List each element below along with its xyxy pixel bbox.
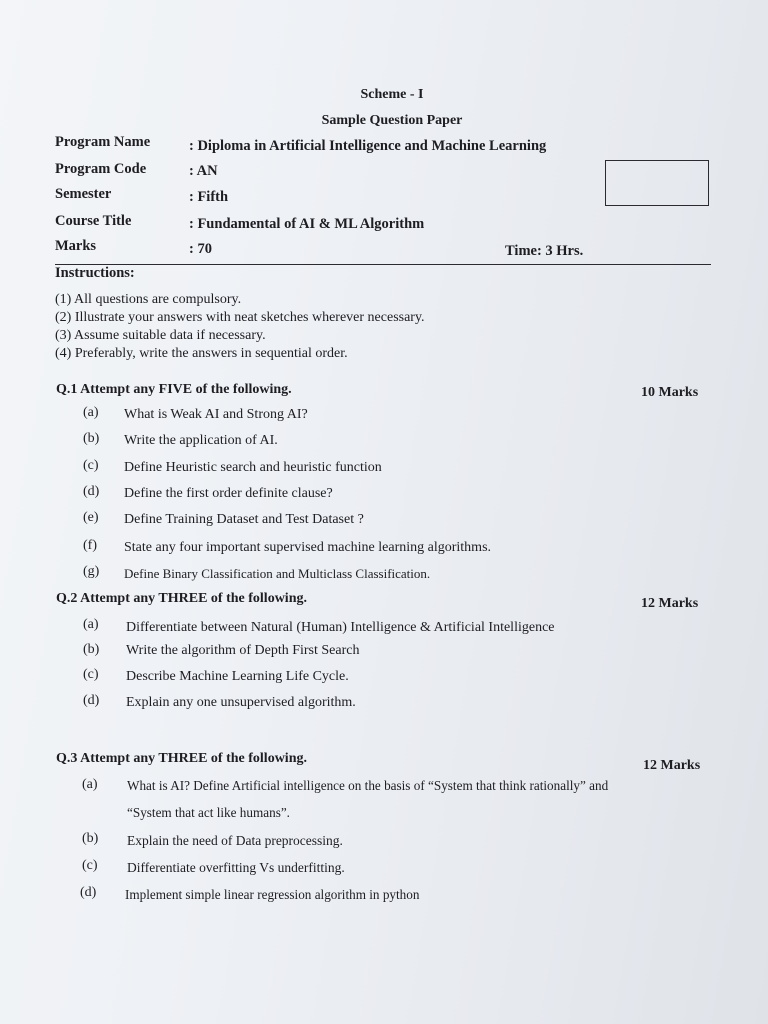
q1-item-letter: (c) (83, 458, 99, 473)
q2-marks: 12 Marks (641, 596, 699, 611)
q1-item-letter: (b) (83, 431, 100, 446)
q1-item-text: Define the first order definite clause? (124, 486, 333, 501)
marks-value: : 70 (189, 241, 212, 257)
q2-item-letter: (a) (83, 617, 99, 632)
q1-item-text: Write the application of AI. (124, 433, 278, 448)
instruction-4: (4) Preferably, write the answers in sequential order. (55, 346, 348, 361)
q1-item-text: Define Heuristic search and heuristic function (124, 460, 382, 475)
q2-item-text: Describe Machine Learning Life Cycle. (126, 669, 349, 684)
q2-item-text: Write the algorithm of Depth First Search (126, 643, 360, 658)
semester-label: Semester (55, 186, 112, 202)
q1-item-text: Define Binary Classification and Multiclass Classification. (124, 566, 431, 581)
q3-marks: 12 Marks (643, 758, 701, 773)
q3-item-text-continued: “System that act like humans”. (127, 805, 290, 820)
instruction-1: (1) All questions are compulsory. (55, 292, 242, 307)
q3-item-text: Explain the need of Data preprocessing. (127, 833, 343, 848)
q1-item-letter: (g) (83, 564, 100, 579)
q3-item-letter: (a) (82, 777, 98, 792)
q1-item-letter: (d) (83, 484, 100, 499)
q1-marks: 10 Marks (641, 385, 699, 400)
q2-item-letter: (c) (83, 667, 99, 682)
q1-item-letter: (e) (83, 510, 99, 525)
seat-number-box (605, 160, 709, 206)
q1-item-letter: (f) (83, 538, 97, 553)
q1-item-letter: (a) (83, 405, 99, 420)
program-name-label: Program Name (55, 134, 151, 150)
q1-item-text: Define Training Dataset and Test Dataset ? (124, 512, 364, 527)
q3-item-text: Implement simple linear regression algorithm in python (125, 887, 420, 902)
instruction-3: (3) Assume suitable data if necessary. (55, 328, 266, 343)
header-divider (55, 264, 711, 265)
scheme-heading: Scheme - I (360, 87, 424, 102)
q1-title: Q.1 Attempt any FIVE of the following. (56, 382, 292, 397)
marks-label: Marks (55, 238, 97, 254)
course-title-value: : Fundamental of AI & ML Algorithm (189, 216, 425, 232)
q3-item-letter: (c) (82, 858, 98, 873)
q2-title: Q.2 Attempt any THREE of the following. (56, 591, 307, 606)
program-name-value: : Diploma in Artificial Intelligence and Machine Learning (189, 138, 547, 154)
q3-item-text: What is AI? Define Artificial intelligence on the basis of “System that think rationally” and (127, 778, 609, 793)
q3-item-text: Differentiate overfitting Vs underfitting. (127, 860, 345, 875)
q2-item-letter: (d) (83, 693, 100, 708)
course-title-label: Course Title (55, 213, 132, 229)
q3-item-letter: (d) (80, 885, 97, 900)
instruction-2: (2) Illustrate your answers with neat sketches wherever necessary. (55, 310, 425, 325)
q1-item-text: State any four important supervised machine learning algorithms. (124, 540, 492, 555)
time-label: Time: 3 Hrs. (505, 243, 584, 259)
q3-item-letter: (b) (82, 831, 99, 846)
program-code-value: : AN (189, 163, 218, 179)
q2-item-text: Differentiate between Natural (Human) Intelligence & Artificial Intelligence (126, 620, 555, 635)
instructions-heading: Instructions: (55, 265, 135, 281)
q3-title: Q.3 Attempt any THREE of the following. (56, 751, 307, 766)
semester-value: : Fifth (189, 189, 229, 205)
q2-item-text: Explain any one unsupervised algorithm. (126, 695, 356, 710)
program-code-label: Program Code (55, 161, 147, 177)
q1-item-text: What is Weak AI and Strong AI? (124, 407, 308, 422)
q2-item-letter: (b) (83, 642, 100, 657)
paper-title: Sample Question Paper (321, 113, 463, 128)
